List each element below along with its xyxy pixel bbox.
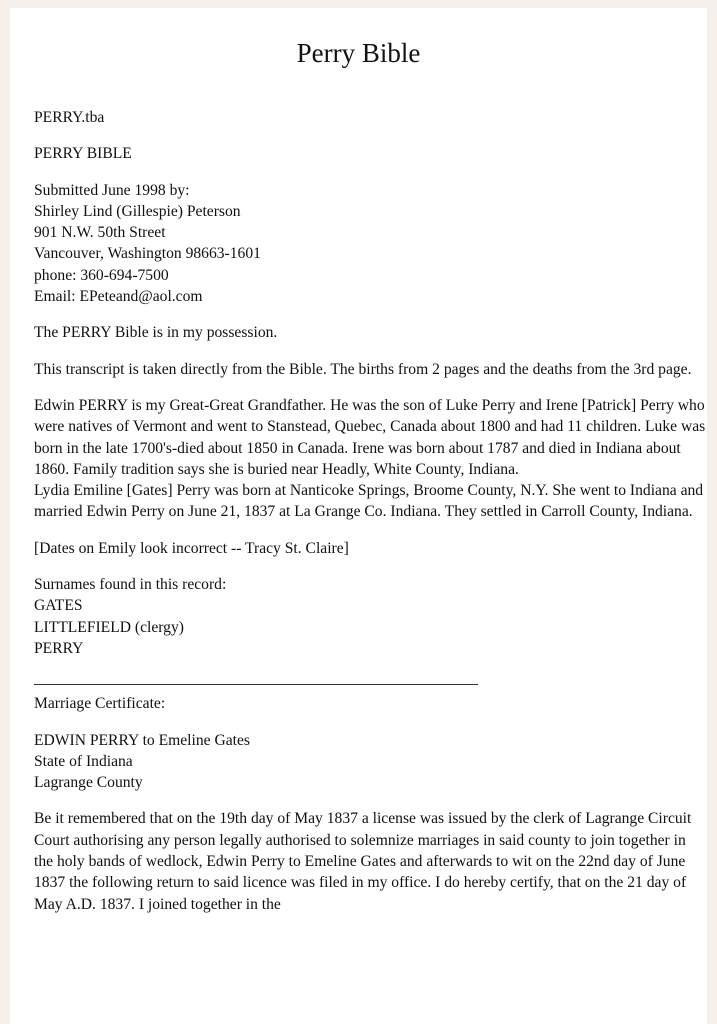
file-name: PERRY.tba bbox=[34, 109, 105, 126]
surnames-block bbox=[34, 574, 706, 659]
surname-item: LITTLEFIELD (clergy) bbox=[34, 618, 184, 636]
submitter-name: Shirley Lind (Gillespie) Peterson bbox=[34, 202, 241, 220]
surnames-heading: Surnames found in this record: bbox=[34, 576, 227, 594]
family-history bbox=[34, 395, 706, 523]
submitter-block bbox=[34, 180, 706, 308]
marriage-parties: EDWIN PERRY to Emeline Gates bbox=[34, 731, 250, 749]
lydia-paragraph: Lydia Emiline [Gates] Perry was born at Nanticoke Springs, Broome County, N.Y. She went to Indiana and married Edwin Perry on June 21, 1837 at La Grange Co. Indiana. They settled in Carroll County, Indiana. bbox=[34, 482, 704, 521]
page-title: Perry Bible bbox=[296, 38, 421, 68]
submitted-line: Submitted June 1998 by: bbox=[34, 181, 190, 199]
submitter-street: 901 N.W. 50th Street bbox=[34, 224, 166, 242]
submitter-phone: phone: 360-694-7500 bbox=[34, 266, 169, 284]
possession-note: The PERRY Bible is in my possession. bbox=[34, 324, 278, 342]
horizontal-rule bbox=[34, 684, 478, 685]
marriage-state: State of Indiana bbox=[34, 752, 133, 770]
submitter-city: Vancouver, Washington 98663-1601 bbox=[34, 245, 261, 263]
dates-note: [Dates on Emily look incorrect -- Tracy St. Claire] bbox=[34, 539, 349, 557]
marriage-county: Lagrange County bbox=[34, 774, 143, 792]
bible-heading: PERRY BIBLE bbox=[34, 145, 132, 163]
edwin-paragraph: Edwin PERRY is my Great-Great Grandfather. He was the son of Luke Perry and Irene [Patrick] Perry who were natives of Vermont and went to Stanstead, Quebec, Canada about 1800 and had 11 children. Luke was born in the late 1700's-died about 1850 in Canada. Irene was born about 1787 and died in Indiana about 1860. Family tradition says she is buried near Headly, White County, Indiana. bbox=[34, 396, 706, 478]
certificate-text: Be it remembered that on the 19th day of May 1837 a license was issued by the clerk of Lagrange Circuit Court authorising any person legally authorised to solemnize marriages in said county to join together in the holy bands of wedlock, Edwin Perry to Emeline Gates and afterwards to wit on the 22nd day of June 1837 the following return to said licence was filed in my office. I do hereby certify, that on the 21 day of May A.D. 1837. I joined together in the bbox=[34, 810, 692, 913]
marriage-block bbox=[34, 730, 706, 794]
document-body bbox=[34, 107, 706, 930]
surname-item: PERRY bbox=[34, 639, 84, 657]
transcript-note: This transcript is taken directly from the Bible. The births from 2 pages and the deaths from the 3rd page. bbox=[34, 360, 692, 378]
marriage-heading: Marriage Certificate: bbox=[34, 695, 166, 713]
submitter-email: Email: EPeteand@aol.com bbox=[34, 288, 203, 306]
surname-item: GATES bbox=[34, 597, 83, 615]
